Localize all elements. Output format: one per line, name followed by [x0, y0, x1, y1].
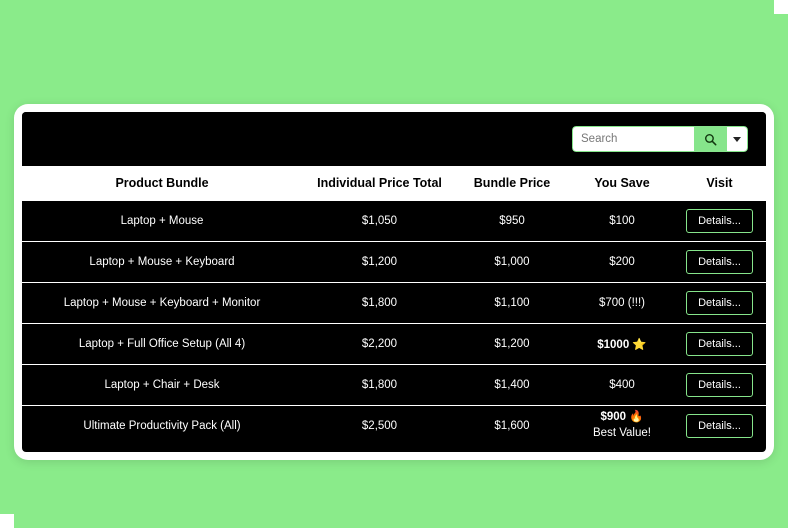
cell-individual-price: $1,800	[361, 379, 398, 391]
cell-bundle-price: $1,100	[494, 297, 530, 309]
cell-bundle-price: $1,400	[494, 379, 530, 391]
cell-you-save: $700 (!!!)	[598, 297, 646, 309]
cell-visit	[677, 332, 762, 356]
cell-product-bundle: Laptop + Mouse + Keyboard	[89, 256, 235, 268]
table-row	[22, 364, 766, 405]
column-header-bundle-price: Bundle Price	[473, 176, 551, 190]
table-row	[22, 200, 766, 241]
details-button[interactable]: Details...	[686, 414, 753, 438]
search-group[interactable]	[572, 126, 748, 152]
details-button[interactable]: Details...	[686, 332, 753, 356]
cell-product-bundle: Laptop + Chair + Desk	[104, 379, 220, 391]
cell-you-save	[567, 410, 677, 441]
cell-product-bundle: Laptop + Mouse	[120, 215, 204, 227]
table-row	[22, 241, 766, 282]
cell-visit	[677, 291, 762, 315]
cell-individual-price: $1,050	[361, 215, 398, 227]
cell-visit	[677, 414, 762, 438]
column-header-visit: Visit	[706, 176, 733, 190]
cell-bundle-price: $1,600	[494, 420, 530, 432]
table-header-row	[22, 166, 766, 200]
search-button[interactable]	[694, 126, 726, 152]
search-input[interactable]	[572, 126, 694, 152]
cell-best-value-note: Best Value!	[593, 427, 651, 439]
table-row	[22, 323, 766, 364]
search-icon	[704, 133, 717, 146]
chevron-down-icon	[733, 137, 741, 142]
details-button[interactable]: Details...	[686, 250, 753, 274]
cell-product-bundle: Laptop + Full Office Setup (All 4)	[78, 338, 246, 350]
cell-visit	[677, 250, 762, 274]
cell-you-save: $200	[609, 256, 635, 268]
cell-individual-price: $1,800	[361, 297, 398, 309]
cell-bundle-price: $1,200	[494, 338, 530, 350]
cell-individual-price: $1,200	[361, 256, 398, 268]
top-right-corner-accent	[774, 0, 788, 14]
toolbar	[22, 112, 766, 166]
table-panel	[22, 112, 766, 452]
cell-you-save: $400	[609, 379, 635, 391]
details-button[interactable]: Details...	[686, 209, 753, 233]
cell-individual-price: $2,500	[361, 420, 398, 432]
column-header-individual-price-total: Individual Price Total	[317, 176, 442, 190]
cell-visit	[677, 373, 762, 397]
cell-you-save-amount: $900 🔥	[600, 411, 644, 424]
cell-individual-price: $2,200	[361, 338, 398, 350]
column-header-you-save: You Save	[594, 176, 650, 190]
cell-bundle-price: $1,000	[494, 256, 530, 268]
table-row	[22, 405, 766, 446]
cell-visit	[677, 209, 762, 233]
cell-product-bundle: Laptop + Mouse + Keyboard + Monitor	[63, 297, 261, 309]
cell-product-bundle: Ultimate Productivity Pack (All)	[83, 420, 241, 432]
bottom-left-corner-accent	[0, 514, 14, 528]
table-row	[22, 282, 766, 323]
details-button[interactable]: Details...	[686, 373, 753, 397]
cell-you-save: $1000 ⭐	[597, 339, 647, 351]
cell-bundle-price: $950	[499, 215, 525, 227]
search-dropdown-button[interactable]	[726, 126, 748, 152]
details-button[interactable]: Details...	[686, 291, 753, 315]
bundle-comparison-card	[14, 104, 774, 460]
column-header-product-bundle: Product Bundle	[115, 176, 209, 190]
cell-you-save: $100	[609, 215, 635, 227]
